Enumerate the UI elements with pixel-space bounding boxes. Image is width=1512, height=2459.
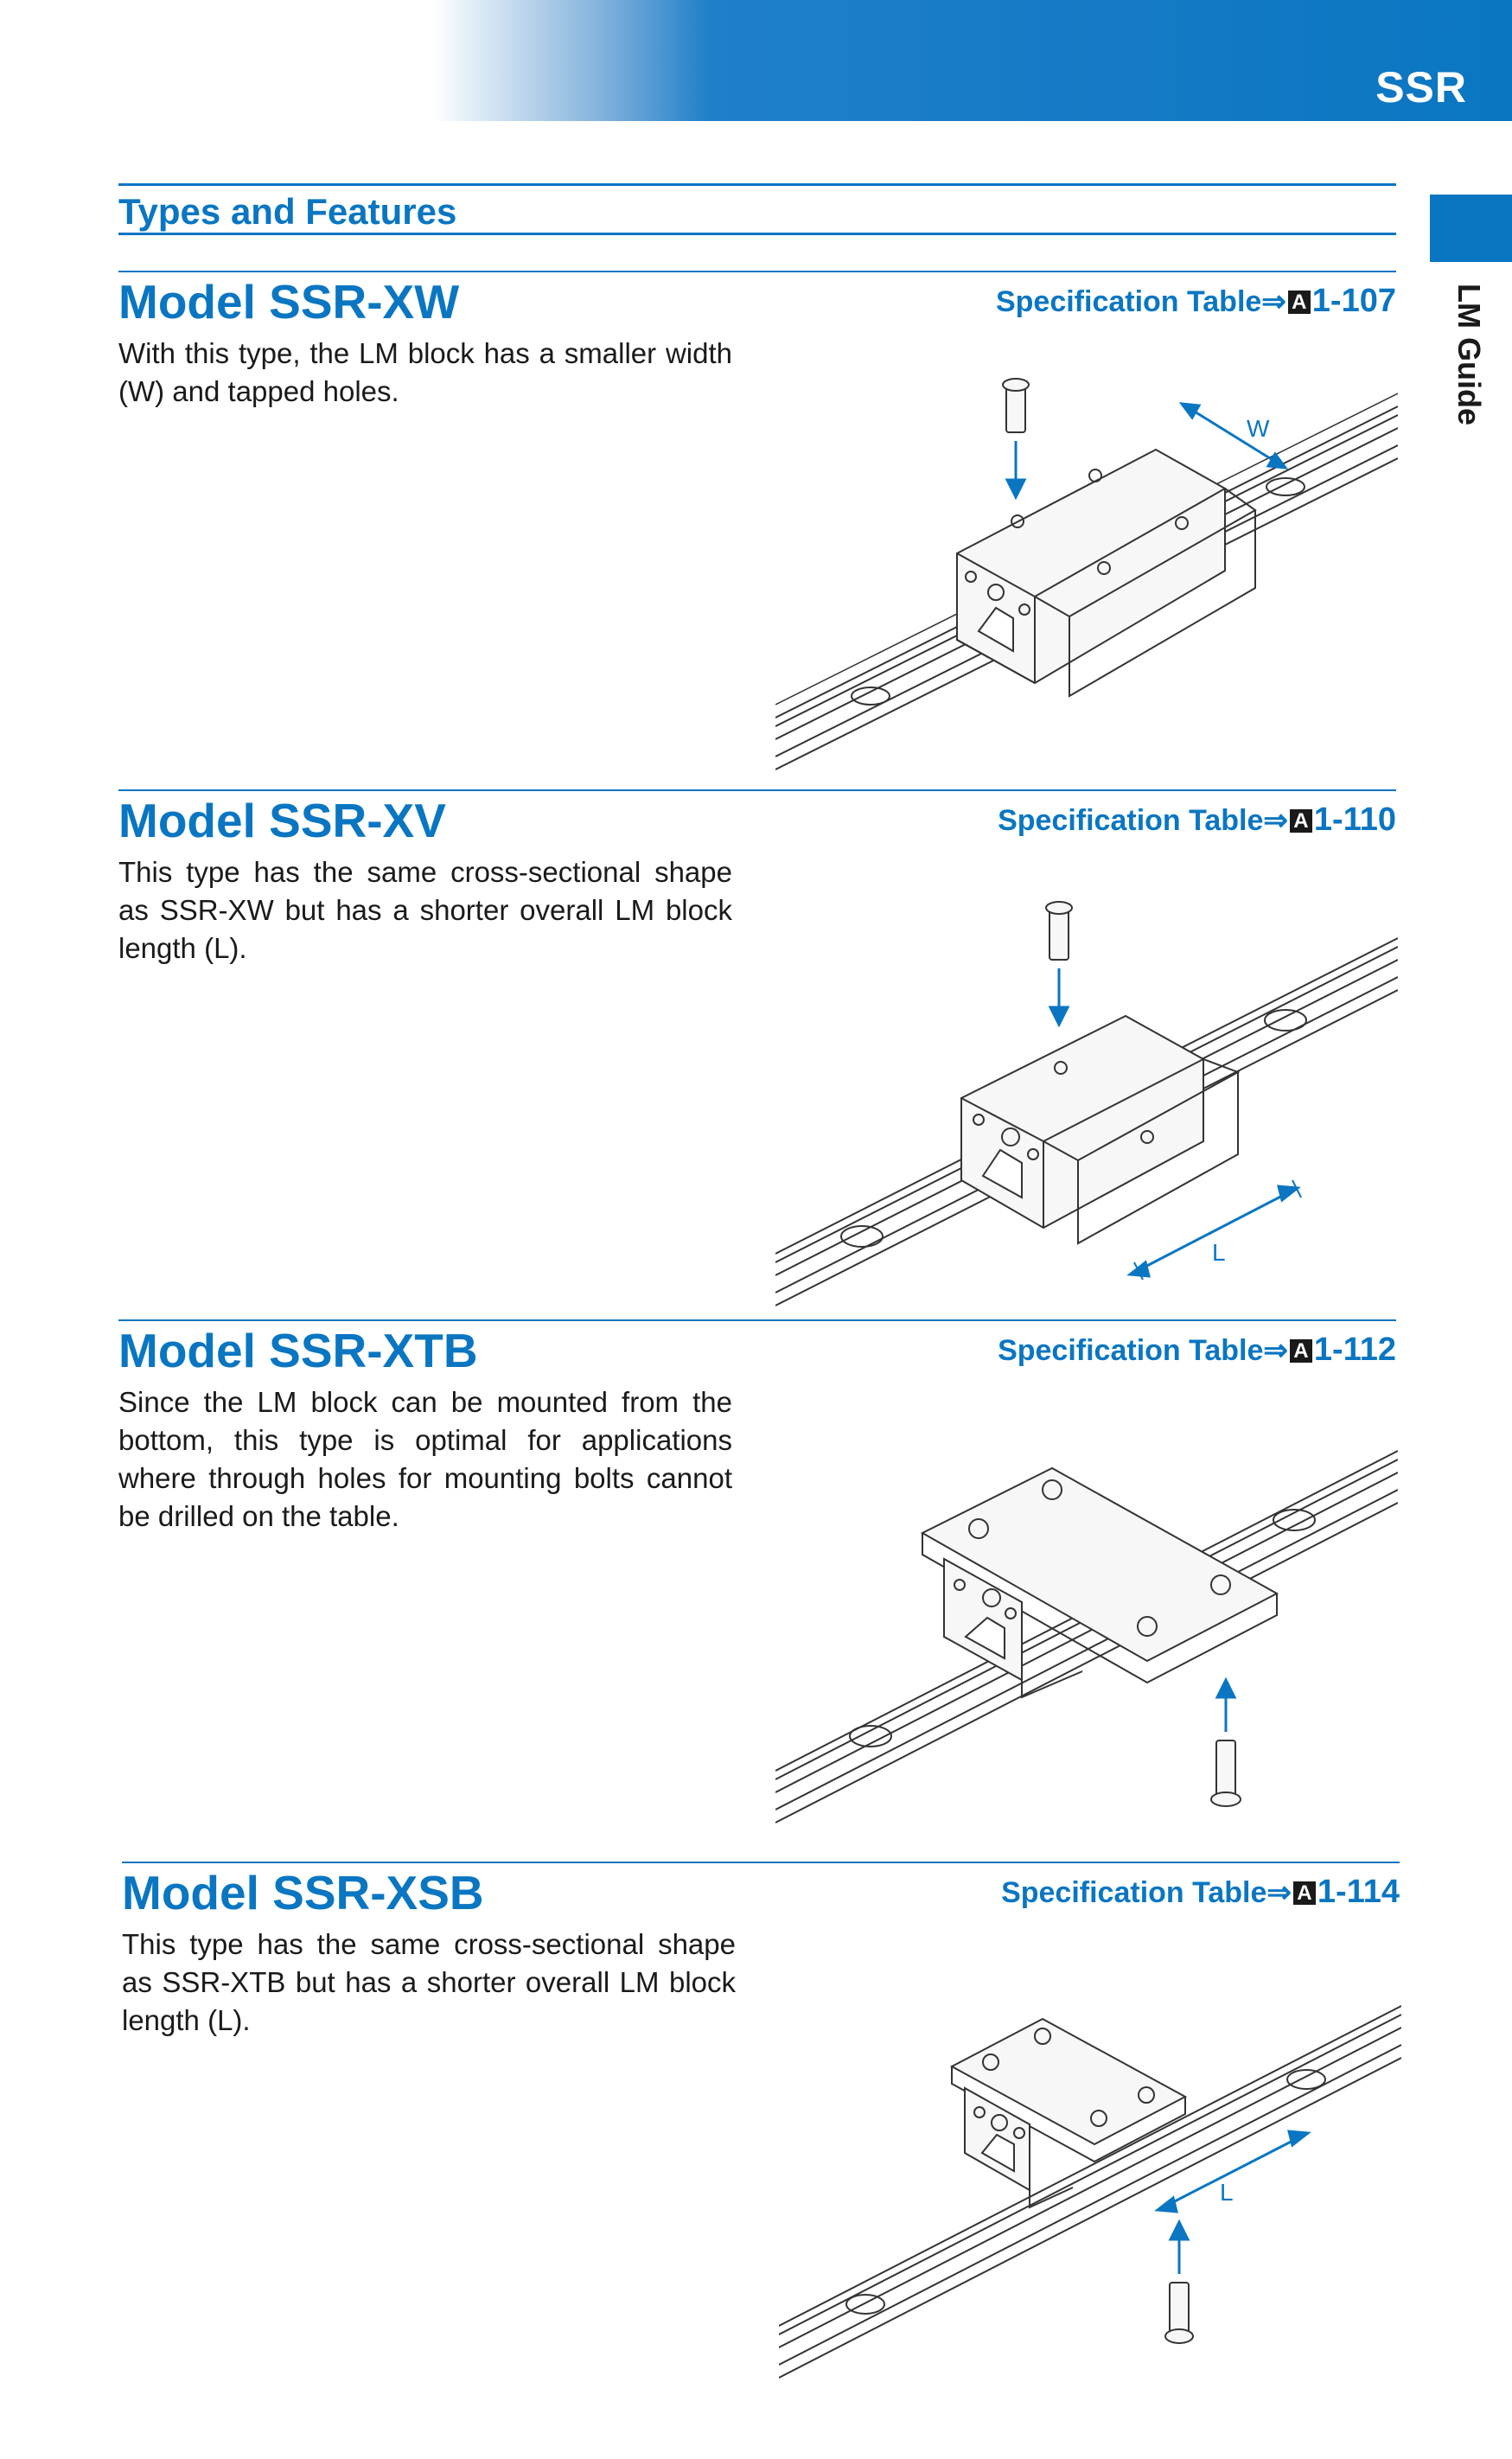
model-title: Model SSR-XW	[118, 275, 460, 329]
lm-guide-figure	[779, 1932, 1401, 2382]
model-description: Since the LM block can be mounted from the bottom, this type is optimal for applications where through holes for mounting bolts cannot be drilled on the table.	[118, 1386, 732, 1532]
dimension-label-l: L	[1212, 1239, 1226, 1266]
dimension-label-l: L	[1220, 2179, 1234, 2206]
lm-guide-figure	[775, 856, 1398, 1310]
spec-prefix: Specification Table⇒	[995, 285, 1286, 318]
spec-badge: A	[1293, 1881, 1316, 1905]
spec-page: 1-114	[1317, 1874, 1400, 1910]
lm-guide-xsb-illustration	[779, 1932, 1401, 2382]
lm-guide-xtb-illustration	[775, 1386, 1398, 1836]
section-title: Types and Features	[118, 183, 1396, 235]
model-section-ssr-xv	[118, 789, 1396, 1310]
spec-page: 1-107	[1311, 283, 1396, 319]
spec-prefix: Specification Table⇒	[998, 804, 1288, 837]
lm-guide-figure	[775, 333, 1398, 774]
spec-page: 1-112	[1313, 1332, 1396, 1368]
model-title: Model SSR-XSB	[122, 1866, 484, 1919]
model-title: Model SSR-XTB	[118, 1324, 478, 1377]
spec-badge: A	[1290, 809, 1312, 833]
lm-guide-xv-illustration	[775, 856, 1398, 1310]
spec-table-link[interactable]	[1001, 1874, 1400, 1911]
spec-table-link[interactable]	[998, 1332, 1396, 1369]
model-section-ssr-xw	[118, 271, 1396, 782]
dimension-label-w: W	[1247, 415, 1270, 442]
header-band	[0, 0, 1512, 121]
model-description: This type has the same cross-sectional shape as SSR-XW but has a shorter overall LM block length (L).	[118, 856, 732, 964]
spec-badge: A	[1288, 291, 1311, 314]
lm-guide-figure	[775, 1386, 1398, 1836]
model-description: This type has the same cross-sectional shape as SSR-XTB but has a shorter overall LM block length (L).	[122, 1928, 736, 2036]
spec-table-link[interactable]	[996, 283, 1396, 320]
side-index-label: LM Guide	[1451, 284, 1487, 425]
spec-badge: A	[1290, 1339, 1312, 1363]
spec-page: 1-110	[1313, 802, 1396, 838]
spec-table-link[interactable]	[998, 802, 1396, 839]
spec-prefix: Specification Table⇒	[998, 1334, 1288, 1367]
model-title: Model SSR-XV	[118, 794, 446, 847]
model-section-ssr-xsb	[122, 1862, 1400, 2434]
model-description: With this type, the LM block has a smaller width (W) and tapped holes.	[118, 337, 732, 407]
lm-guide-xw-illustration	[775, 333, 1398, 774]
side-index-tab	[1430, 195, 1512, 262]
model-section-ssr-xtb	[118, 1319, 1396, 1875]
spec-prefix: Specification Table⇒	[1001, 1876, 1292, 1909]
series-tag: SSR	[1375, 63, 1467, 112]
